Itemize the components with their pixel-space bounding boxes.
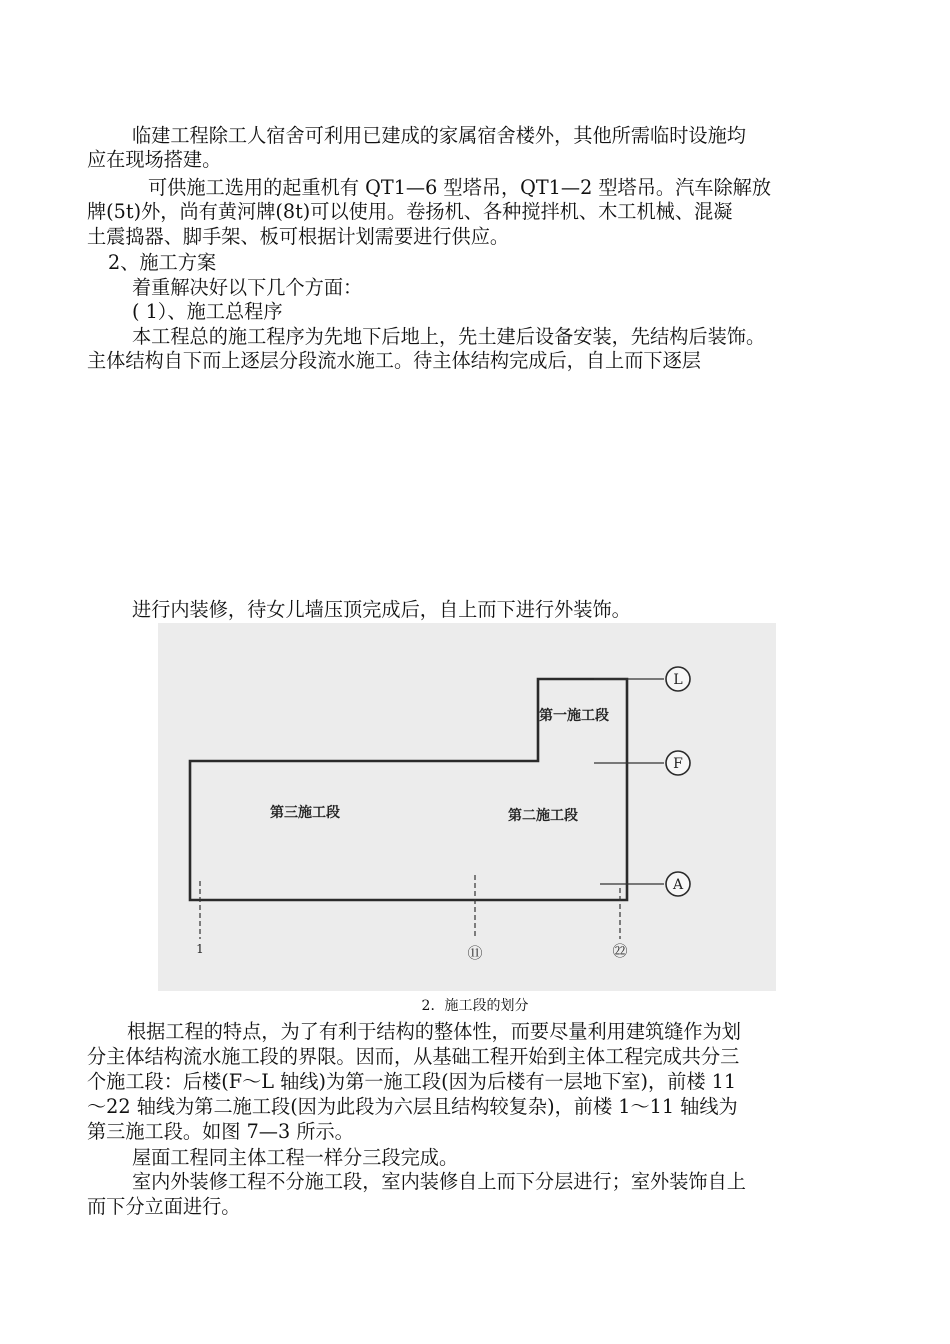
axis-label-L: L xyxy=(673,672,683,688)
section-heading: 2、施工方案 xyxy=(108,251,217,274)
paragraph-line: 临建工程除工人宿舍可利用已建成的家属宿舍楼外，其他所需临时设施均 xyxy=(132,124,746,147)
paragraph-line: 主体结构自下而上逐层分段流水施工。待主体结构完成后，自上而下逐层 xyxy=(87,349,701,372)
zone-label-1: 第一施工段 xyxy=(539,708,609,724)
paragraph-line: 牌(5t)外，尚有黄河牌(8t)可以使用。卷扬机、各种搅拌机、木工机械、混凝 xyxy=(87,200,733,223)
zone-label-3: 第三施工段 xyxy=(270,805,340,821)
paragraph-line: 可供施工选用的起重机有 QT1—6 型塔吊，QT1—2 型塔吊。汽车除解放 xyxy=(148,176,772,199)
construction-section-figure xyxy=(158,623,776,991)
zone-label-2: 第二施工段 xyxy=(508,808,578,824)
paragraph-line: 土震捣器、脚手架、板可根据计划需要进行供应。 xyxy=(87,225,510,248)
axis-label-22: ㉒ xyxy=(612,942,628,960)
paragraph-line: 第三施工段。如图 7—3 所示。 xyxy=(87,1120,354,1143)
axis-label-11: ⑪ xyxy=(467,944,483,962)
subsection-heading: ( 1）、施工总程序 xyxy=(132,300,283,323)
paragraph-line: 屋面工程同主体工程一样分三段完成。 xyxy=(132,1146,459,1169)
paragraph-line: 分主体结构流水施工段的界限。因而，从基础工程开始到主体工程完成共分三 xyxy=(87,1045,740,1068)
paragraph-line: 个施工段：后楼(F～L 轴线)为第一施工段(因为后楼有一层地下室)，前楼 11 xyxy=(87,1070,737,1093)
axis-label-F: F xyxy=(673,756,683,772)
section-diagram xyxy=(158,623,776,991)
paragraph-line: 着重解决好以下几个方面： xyxy=(132,276,363,299)
axis-label-1: 1 xyxy=(196,942,204,956)
figure-caption: 2．施工段的划分 xyxy=(421,998,529,1014)
paragraph-line: ～22 轴线为第二施工段(因为此段为六层且结构较复杂)，前楼 1～11 轴线为 xyxy=(87,1095,738,1118)
paragraph-line: 根据工程的特点，为了有利于结构的整体性，而要尽量利用建筑缝作为划 xyxy=(127,1020,741,1043)
paragraph-line: 本工程总的施工程序为先地下后地上，先土建后设备安装，先结构后装饰。 xyxy=(132,325,766,348)
paragraph-line: 应在现场搭建。 xyxy=(87,148,222,171)
paragraph-line: 而下分立面进行。 xyxy=(87,1195,241,1218)
axis-label-A: A xyxy=(672,877,684,893)
paragraph-line: 进行内装修，待女儿墙压顶完成后，自上而下进行外装饰。 xyxy=(132,598,631,621)
paragraph-line: 室内外装修工程不分施工段，室内装修自上而下分层进行；室外装饰自上 xyxy=(132,1170,746,1193)
